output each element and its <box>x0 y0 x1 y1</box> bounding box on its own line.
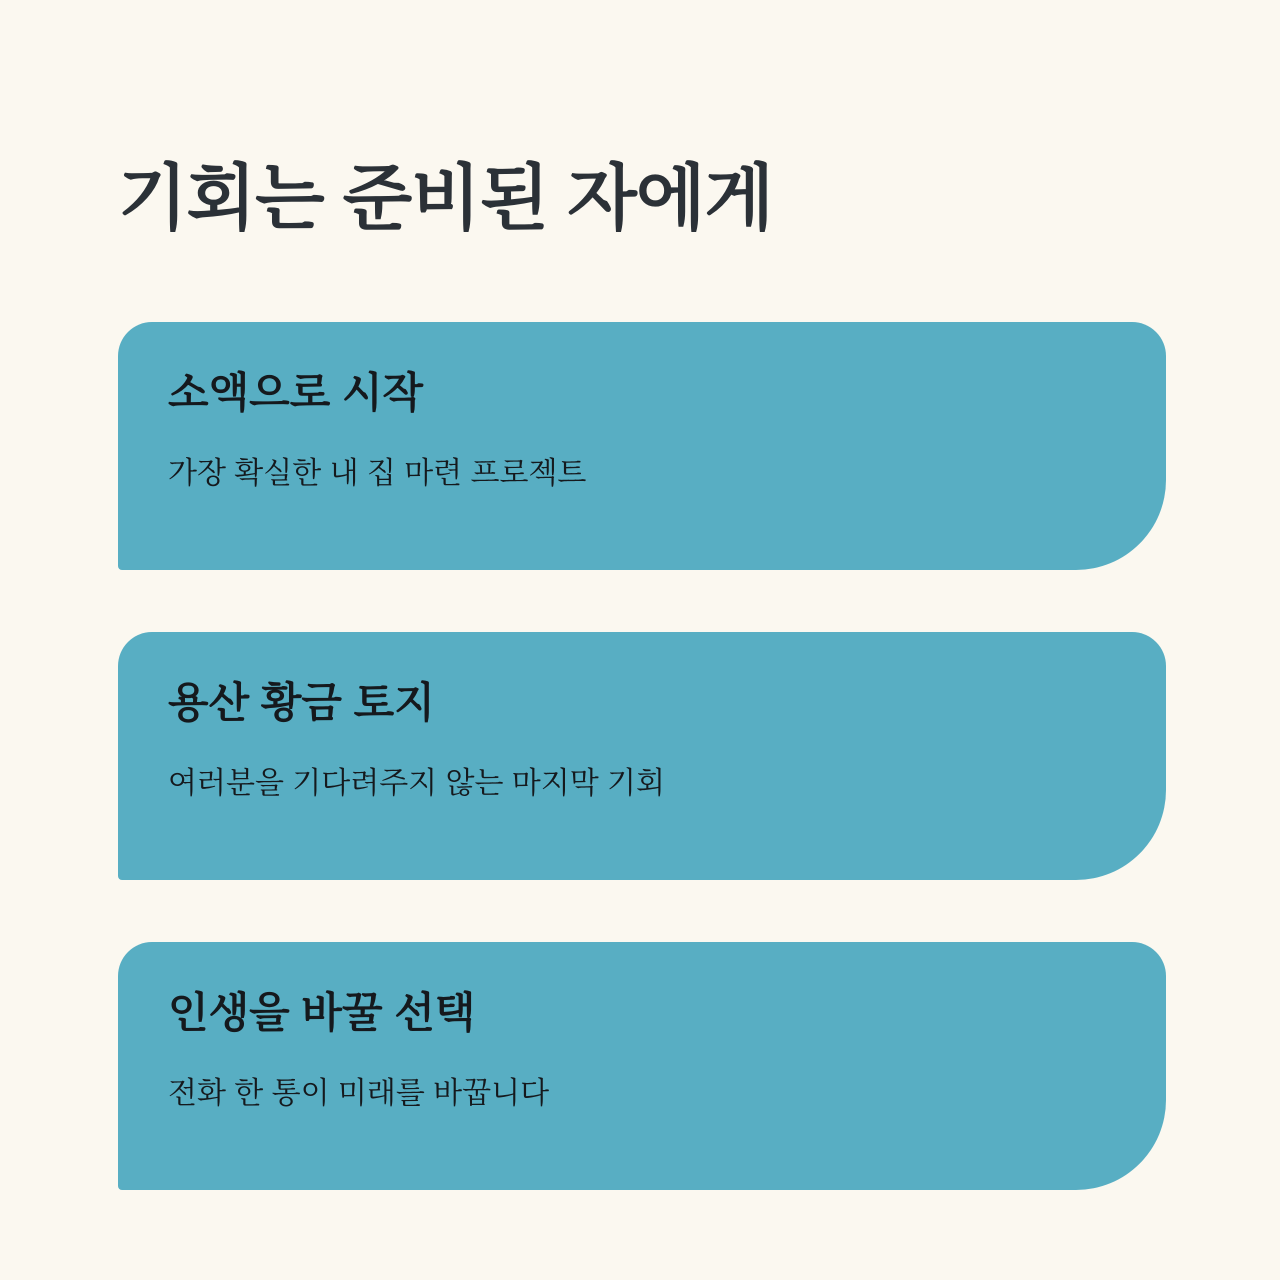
card-description: 가장 확실한 내 집 마련 프로젝트 <box>168 457 587 491</box>
list-item <box>118 632 1166 880</box>
list-item <box>118 322 1166 570</box>
card-description: 여러분을 기다려주지 않는 마지막 기회 <box>168 767 666 801</box>
page-title: 기회는 준비된 자에게 <box>118 159 773 240</box>
card-list <box>118 322 1166 1190</box>
card-title: 인생을 바꿀 선택 <box>168 989 476 1036</box>
card-description: 전화 한 통이 미래를 바꿉니다 <box>168 1077 550 1111</box>
card-title: 소액으로 시작 <box>168 369 424 416</box>
card-title: 용산 황금 토지 <box>168 679 435 726</box>
list-item <box>118 942 1166 1190</box>
